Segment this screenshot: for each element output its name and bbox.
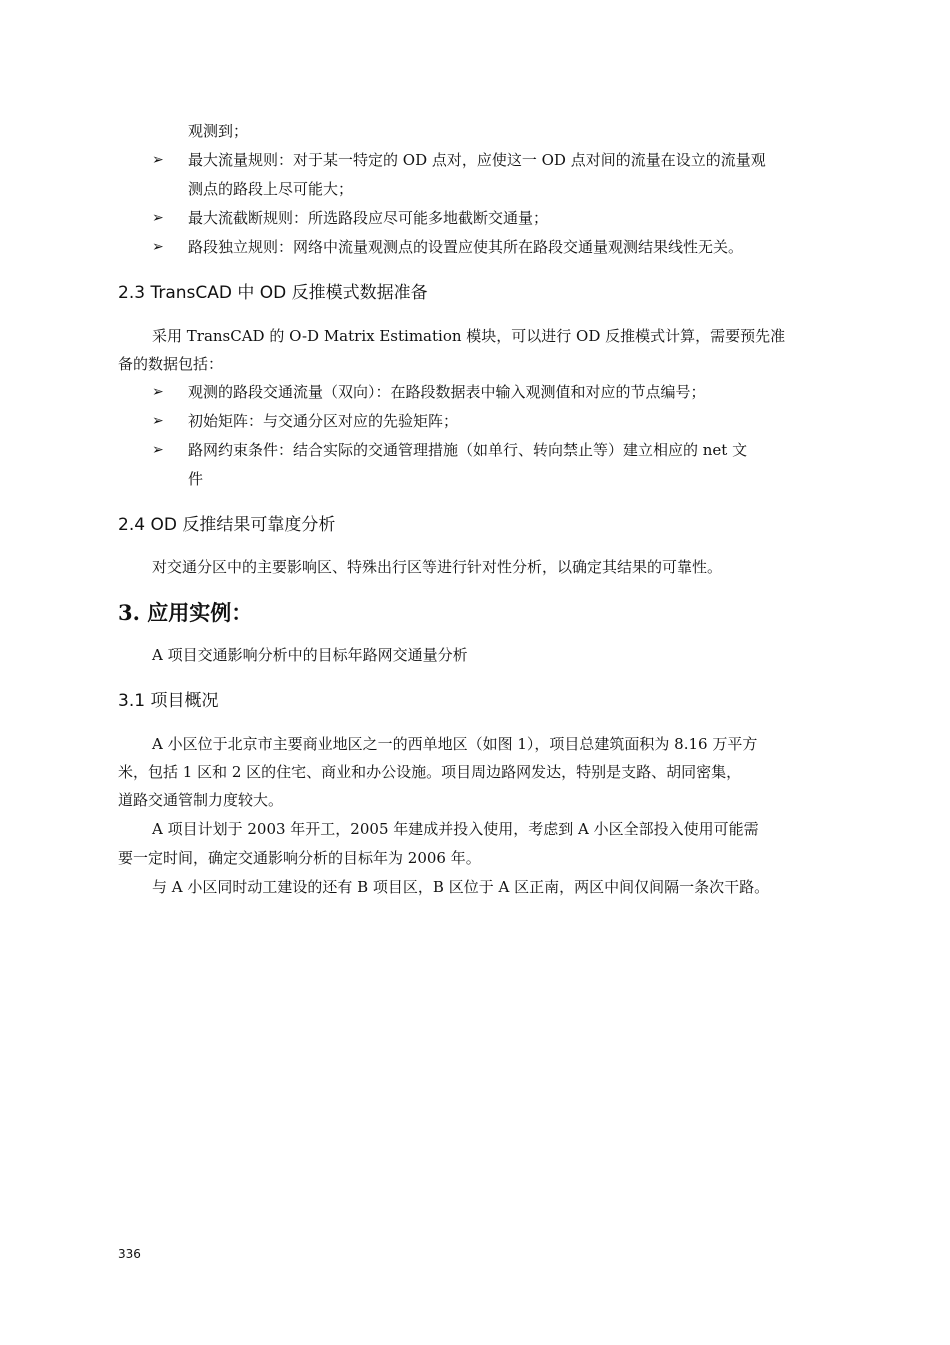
bullet-text: 最大流截断规则：所选路段应尽可能多地截断交通量； — [188, 209, 549, 227]
section-heading-2-3: 2.3 TransCAD 中 OD 反推模式数据准备 — [118, 283, 428, 303]
paragraph-line: 采用 TransCAD 的 O-D Matrix Estimation 模块，可以进行 OD 反推模式计算，需要预先准 — [152, 327, 786, 345]
arrow-bullet-icon: ➢ — [152, 384, 164, 400]
paragraph-line: 要一定时间，确定交通影响分析的目标年为 2006 年。 — [118, 849, 481, 867]
continuation-line: 观测到； — [188, 122, 249, 140]
bullet-text-continuation: 件 — [188, 470, 204, 488]
paragraph-line: 与 A 小区同时动工建设的还有 B 项目区，B 区位于 A 区正南，两区中间仅间隔一条次干路。 — [152, 878, 770, 896]
arrow-bullet-icon: ➢ — [152, 239, 164, 255]
paragraph-line: 米，包括 1 区和 2 区的住宅、商业和办公设施。项目周边路网发达，特别是支路、胡同密集， — [118, 763, 742, 781]
paragraph-line: 备的数据包括： — [118, 355, 224, 373]
page-number: 336 — [118, 1247, 141, 1261]
arrow-bullet-icon: ➢ — [152, 152, 164, 168]
paragraph-line: A 项目计划于 2003 年开工，2005 年建成并投入使用，考虑到 A 小区全部投入使用可能需 — [152, 820, 759, 838]
bullet-text-continuation: 测点的路段上尽可能大； — [188, 180, 354, 198]
section-heading-3-1: 3.1 项目概况 — [118, 691, 219, 711]
bullet-text: 初始矩阵：与交通分区对应的先验矩阵； — [188, 412, 459, 430]
paragraph-line: 对交通分区中的主要影响区、特殊出行区等进行针对性分析，以确定其结果的可靠性。 — [152, 558, 723, 576]
bullet-text: 观测的路段交通流量（双向）：在路段数据表中输入观测值和对应的节点编号； — [188, 383, 706, 401]
paragraph-line: A 小区位于北京市主要商业地区之一的西单地区（如图 1），项目总建筑面积为 8.16 万平方 — [152, 735, 758, 753]
paragraph-line: 道路交通管制力度较大。 — [118, 791, 284, 809]
arrow-bullet-icon: ➢ — [152, 413, 164, 429]
section-heading-2-4: 2.4 OD 反推结果可靠度分析 — [118, 515, 336, 535]
arrow-bullet-icon: ➢ — [152, 442, 164, 458]
bullet-text: 路网约束条件：结合实际的交通管理措施（如单行、转向禁止等）建立相应的 net 文 — [188, 441, 748, 459]
paragraph-line: A 项目交通影响分析中的目标年路网交通量分析 — [152, 646, 468, 664]
section-heading-3: 3. 应用实例： — [118, 600, 253, 625]
bullet-text: 路段独立规则：网络中流量观测点的设置应使其所在路段交通量观测结果线性无关。 — [188, 238, 744, 256]
bullet-text: 最大流量规则：对于某一特定的 OD 点对，应使这一 OD 点对间的流量在设立的流量观 — [188, 151, 766, 169]
arrow-bullet-icon: ➢ — [152, 210, 164, 226]
